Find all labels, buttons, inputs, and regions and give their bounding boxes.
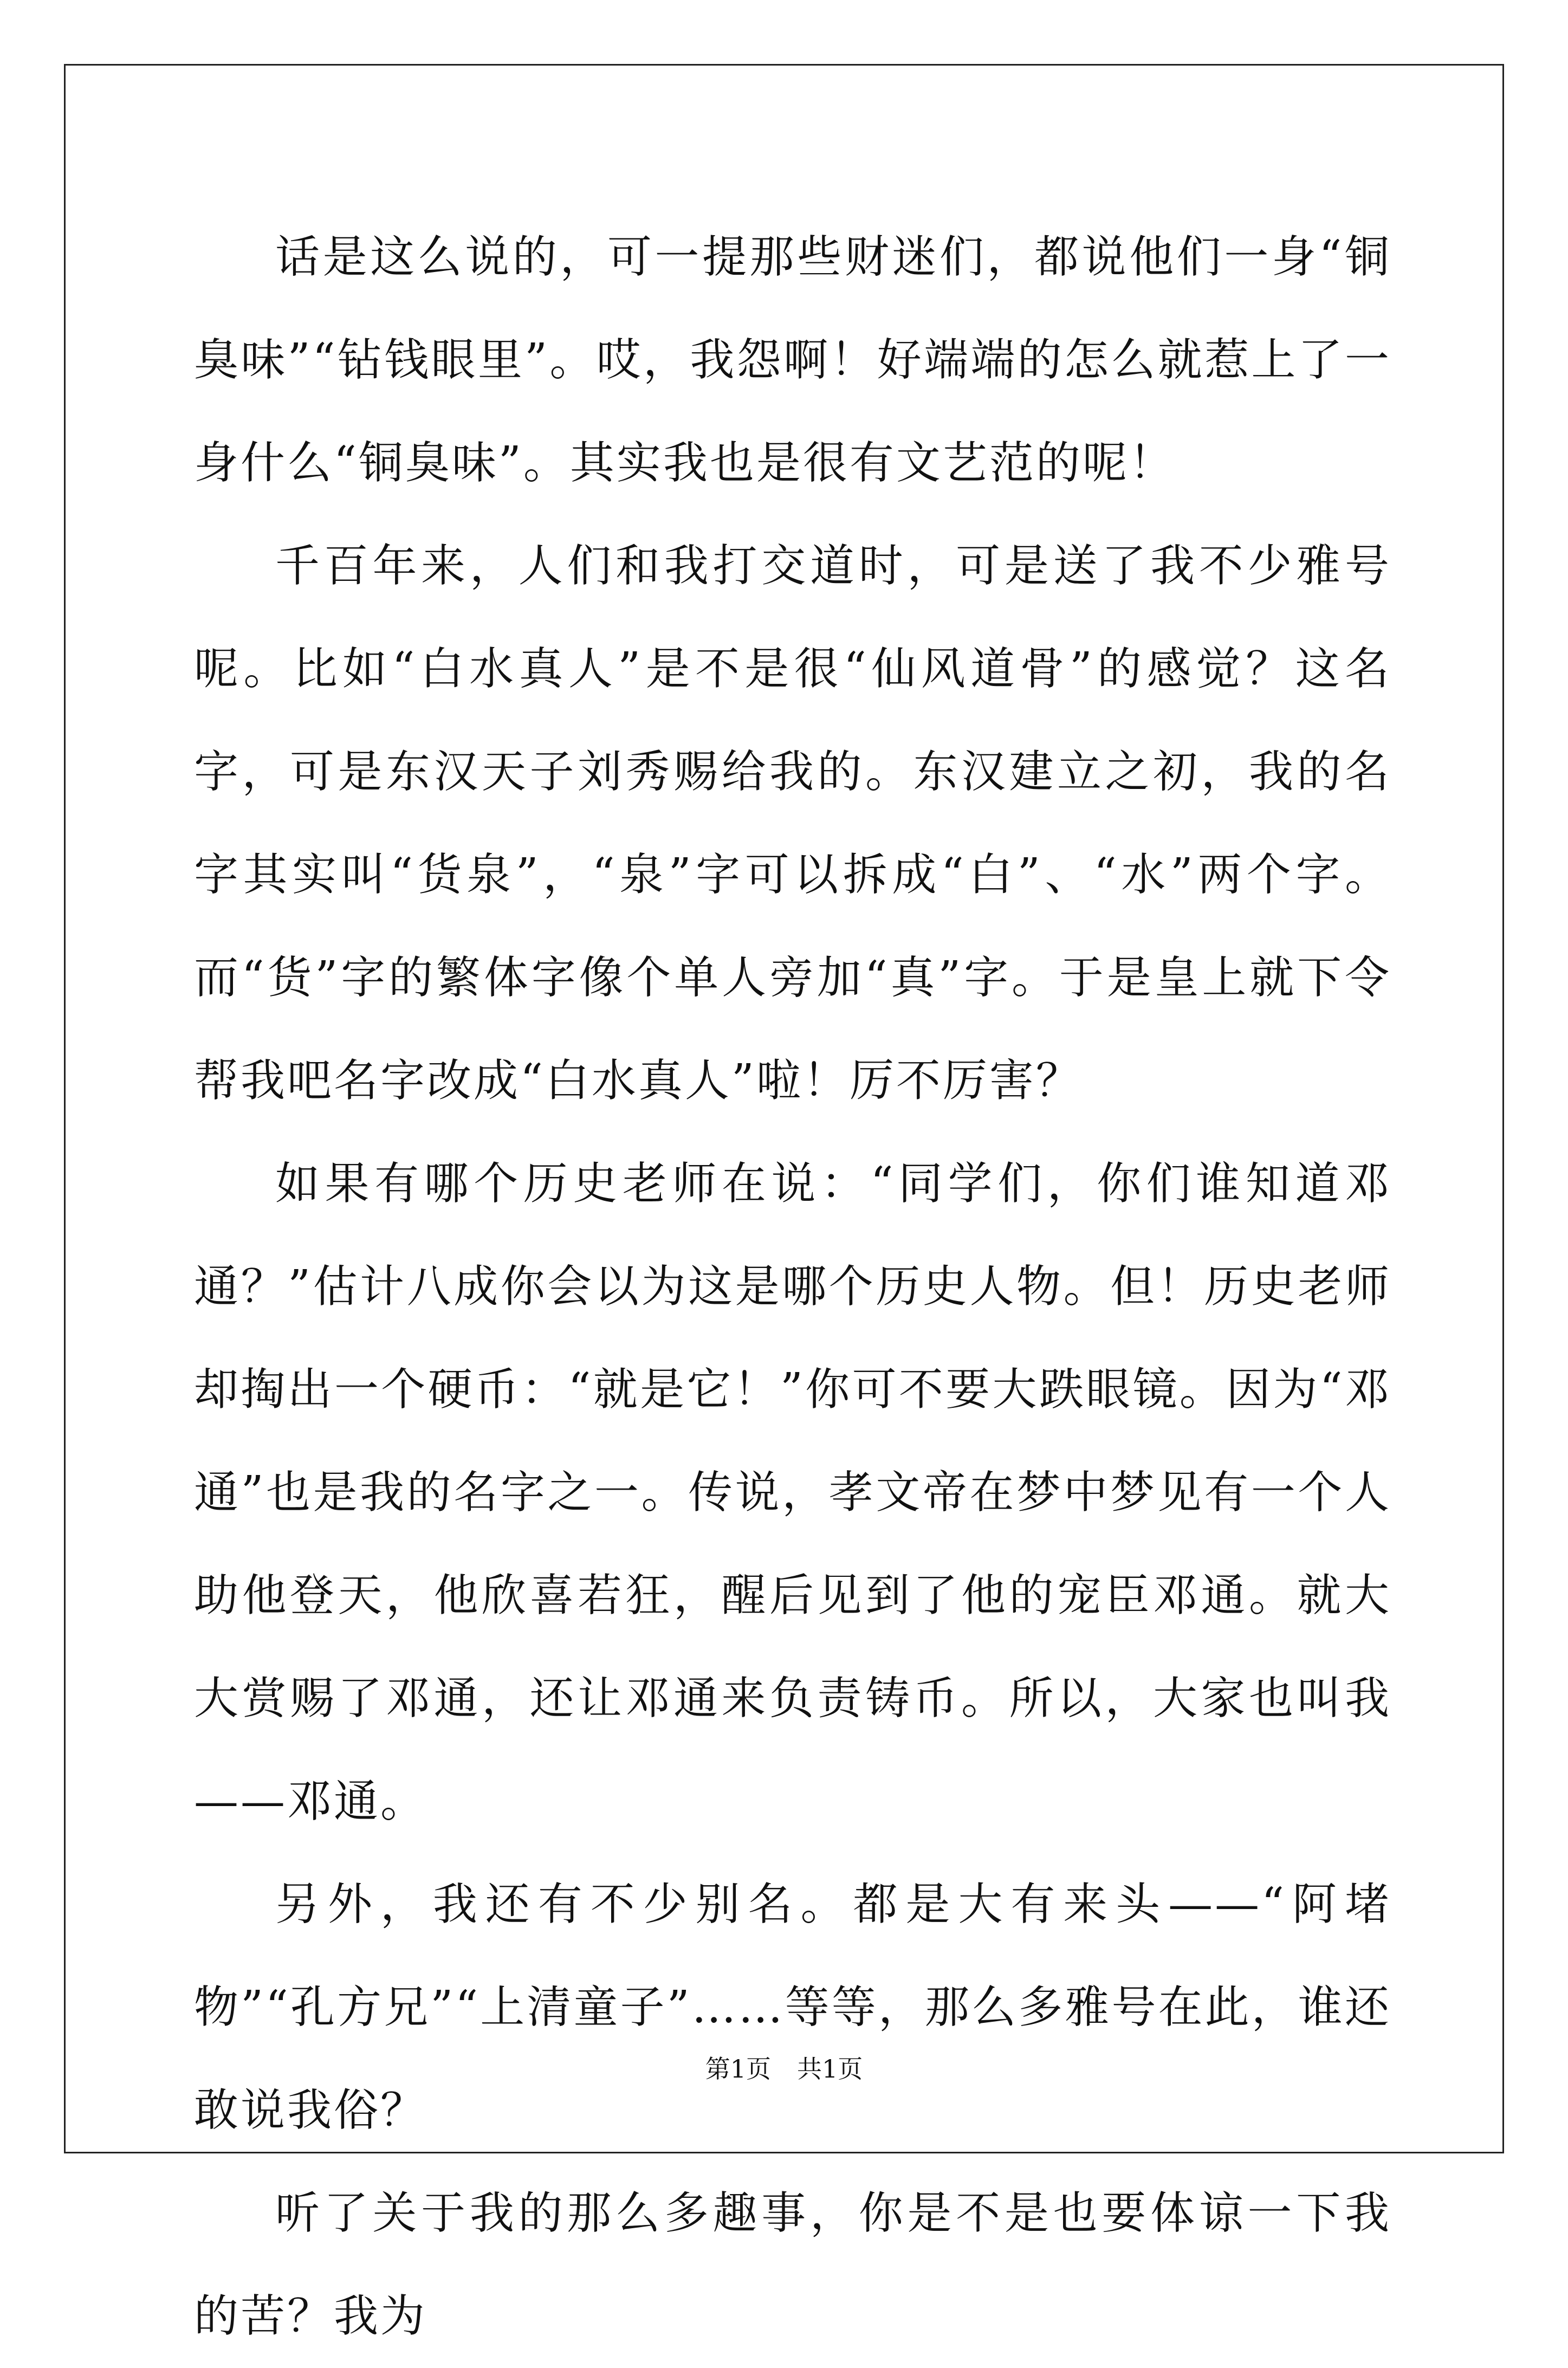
paragraph-2: 千百年来，人们和我打交道时，可是送了我不少雅号呢。比如“白水真人”是不是很“仙风道骨”的感觉？这名字，可是东汉天子刘秀赐给我的。东汉建立之初，我的名字其实叫“货泉”，“泉”字可以拆成“白”、“水”两个字。而“货”字的繁体字像个单人旁加“真”字。于是皇上就下令帮我吧名字改成“白水真人”啦！厉不厉害？: [194, 540, 1391, 1107]
page-footer: [0, 2053, 1568, 2085]
page-number-current: 第1页: [705, 2054, 771, 2084]
paragraph-4: 另外，我还有不少别名。都是大有来头——“阿堵物”“孔方兄”“上清童子”……等等，那么多雅号在此，谁还敢说我俗？: [194, 1879, 1391, 2136]
paragraph-3: 如果有哪个历史老师在说：“同学们，你们谁知道邓通？”估计八成你会以为这是哪个历史人物。但！历史老师却掏出一个硬币：“就是它！”你可不要大跌眼镜。因为“邓通”也是我的名字之一。传说，孝文帝在梦中梦见有一个人助他登天，他欣喜若狂，醒后见到了他的宠臣邓通。就大大赏赐了邓通，还让邓通来负责铸币。所以，大家也叫我——邓通。: [194, 1158, 1391, 1827]
page-number-total: 共1页: [797, 2054, 863, 2084]
document-body: [194, 206, 1391, 2368]
paragraph-5: 听了关于我的那么多趣事，你是不是也要体谅一下我的苦？我为: [194, 2188, 1391, 2342]
paragraph-1: 话是这么说的，可一提那些财迷们，都说他们一身“铜臭味”“钻钱眼里”。哎，我怨啊！好端端的怎么就惹上了一身什么“铜臭味”。其实我也是很有文艺范的呢！: [194, 231, 1391, 489]
